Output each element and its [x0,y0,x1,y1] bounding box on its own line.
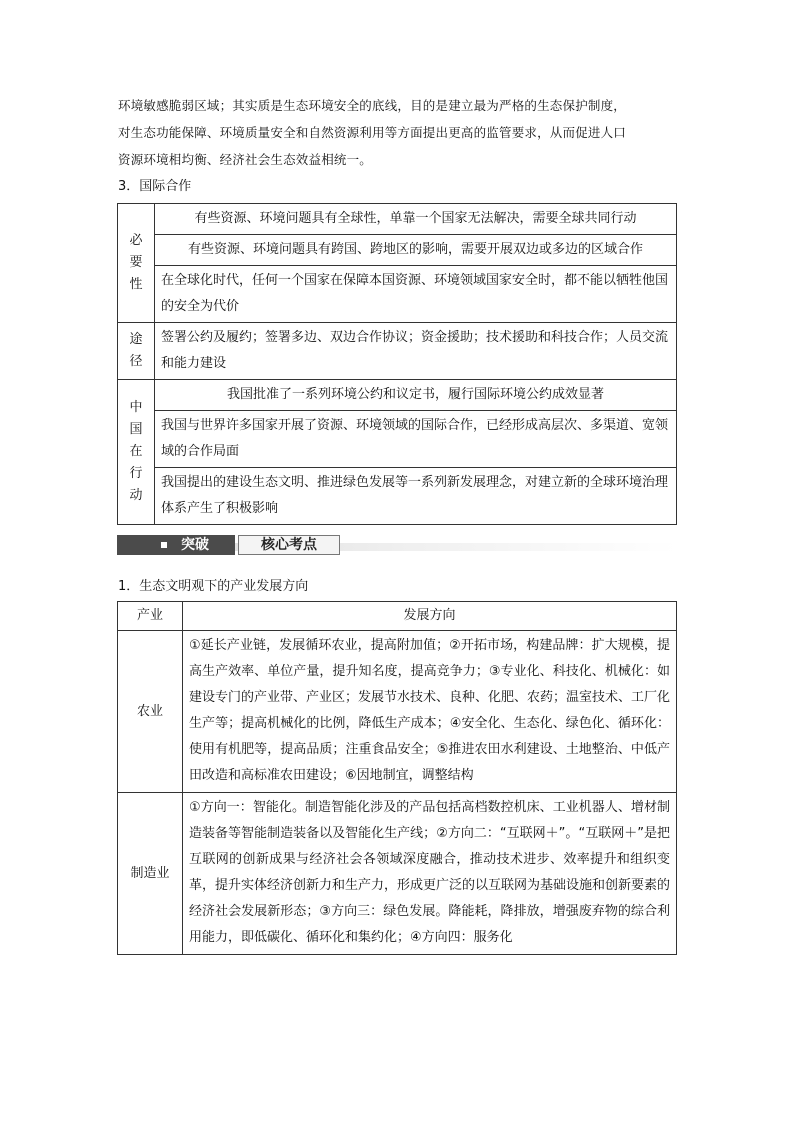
intro-paragraph [118,92,678,173]
necessity-item: 有些资源、环境问题具有跨国、跨地区的影响，需要开展双边或多边的区域合作 [155,235,677,266]
international-cooperation-table [117,203,677,525]
necessity-item: 在全球化时代，任何一个国家在保障本国资源、环境领域国家安全时，都不能以牺牲他国的安全为代价 [155,266,677,323]
banner-label-core-points: 核心考点 [238,535,340,555]
table-row [118,323,677,380]
necessity-item: 有些资源、环境问题具有全球性，单靠一个国家无法解决，需要全球共同行动 [155,204,677,235]
banner-dark-tab [117,535,235,555]
table-header-row [118,602,677,631]
industry-name: 农业 [118,631,183,793]
china-action-item: 我国批准了一系列环境公约和议定书，履行国际环境公约成效显著 [155,380,677,411]
industry-name: 制造业 [118,793,183,955]
table-row [118,468,677,525]
category-approach: 途 径 [118,323,155,380]
category-necessity: 必 要 性 [118,204,155,323]
table-row [118,631,677,793]
table-row [118,266,677,323]
approach-item: 签署公约及履约；签署多边、双边合作协议；资金援助；技术援助和科技合作；人员交流和能力建设 [155,323,677,380]
section-title-international-cooperation: 3．国际合作 [118,179,192,194]
table-row [118,793,677,955]
china-action-item: 我国提出的建设生态文明、推进绿色发展等一系列新发展理念，对建立新的全球环境治理体系产生了积极影响 [155,468,677,525]
column-header-direction: 发展方向 [183,602,677,631]
intro-line: 环境敏感脆弱区域；其实质是生态环境安全的底线，目的是建立最为严格的生态保护制度， [118,98,627,113]
section-title-industry-direction: 1．生态文明观下的产业发展方向 [118,579,309,594]
china-action-item: 我国与世界许多国家开展了资源、环境领域的国际合作，已经形成高层次、多渠道、宽领域的合作局面 [155,411,677,468]
industry-direction-text: ①方向一：智能化。制造智能化涉及的产品包括高档数控机床、工业机器人、增材制造装备等智能制造装备以及智能化生产线；②方向二：“互联网＋”。“互联网＋”是把互联网的创新成果与经济社会各领域深度融合，推动技术进步、效率提升和组织变革，提升实体经济创新力和生产力，形成更广泛的以互联网为基础设施和创新要素的经济社会发展新形态；③方向三：绿色发展。降能耗，降排放，增强废弃物的综合利用能力，即低碳化、循环化和集约化；④方向四：服务化 [183,793,677,955]
table-row [118,380,677,411]
section-banner [117,535,677,555]
column-header-industry: 产业 [118,602,183,631]
intro-line: 对生态功能保障、环境质量安全和自然资源利用等方面提出更高的监管要求，从而促进人口 [118,125,627,140]
square-bullet-icon [161,542,167,548]
table-row [118,411,677,468]
table-row [118,235,677,266]
industry-direction-table [117,601,677,955]
table-row [118,204,677,235]
category-china-in-action: 中 国 在 行 动 [118,380,155,525]
banner-label-breakthrough: 突破 [181,537,209,553]
intro-line: 资源环境相均衡、经济社会生态效益相统一。 [118,152,373,167]
industry-direction-text: ①延长产业链，发展循环农业，提高附加值；②开拓市场，构建品牌：扩大规模，提高生产效率、单位产量，提升知名度，提高竞争力；③专业化、科技化、机械化：如建设专门的产业带、产业区；发展节水技术、良种、化肥、农药；温室技术、工厂化生产等；提高机械化的比例，降低生产成本；④安全化、生态化、绿色化、循环化：使用有机肥等，提高品质；注重食品安全；⑤推进农田水利建设、土地整治、中低产田改造和高标准农田建设；⑥因地制宜，调整结构 [183,631,677,793]
